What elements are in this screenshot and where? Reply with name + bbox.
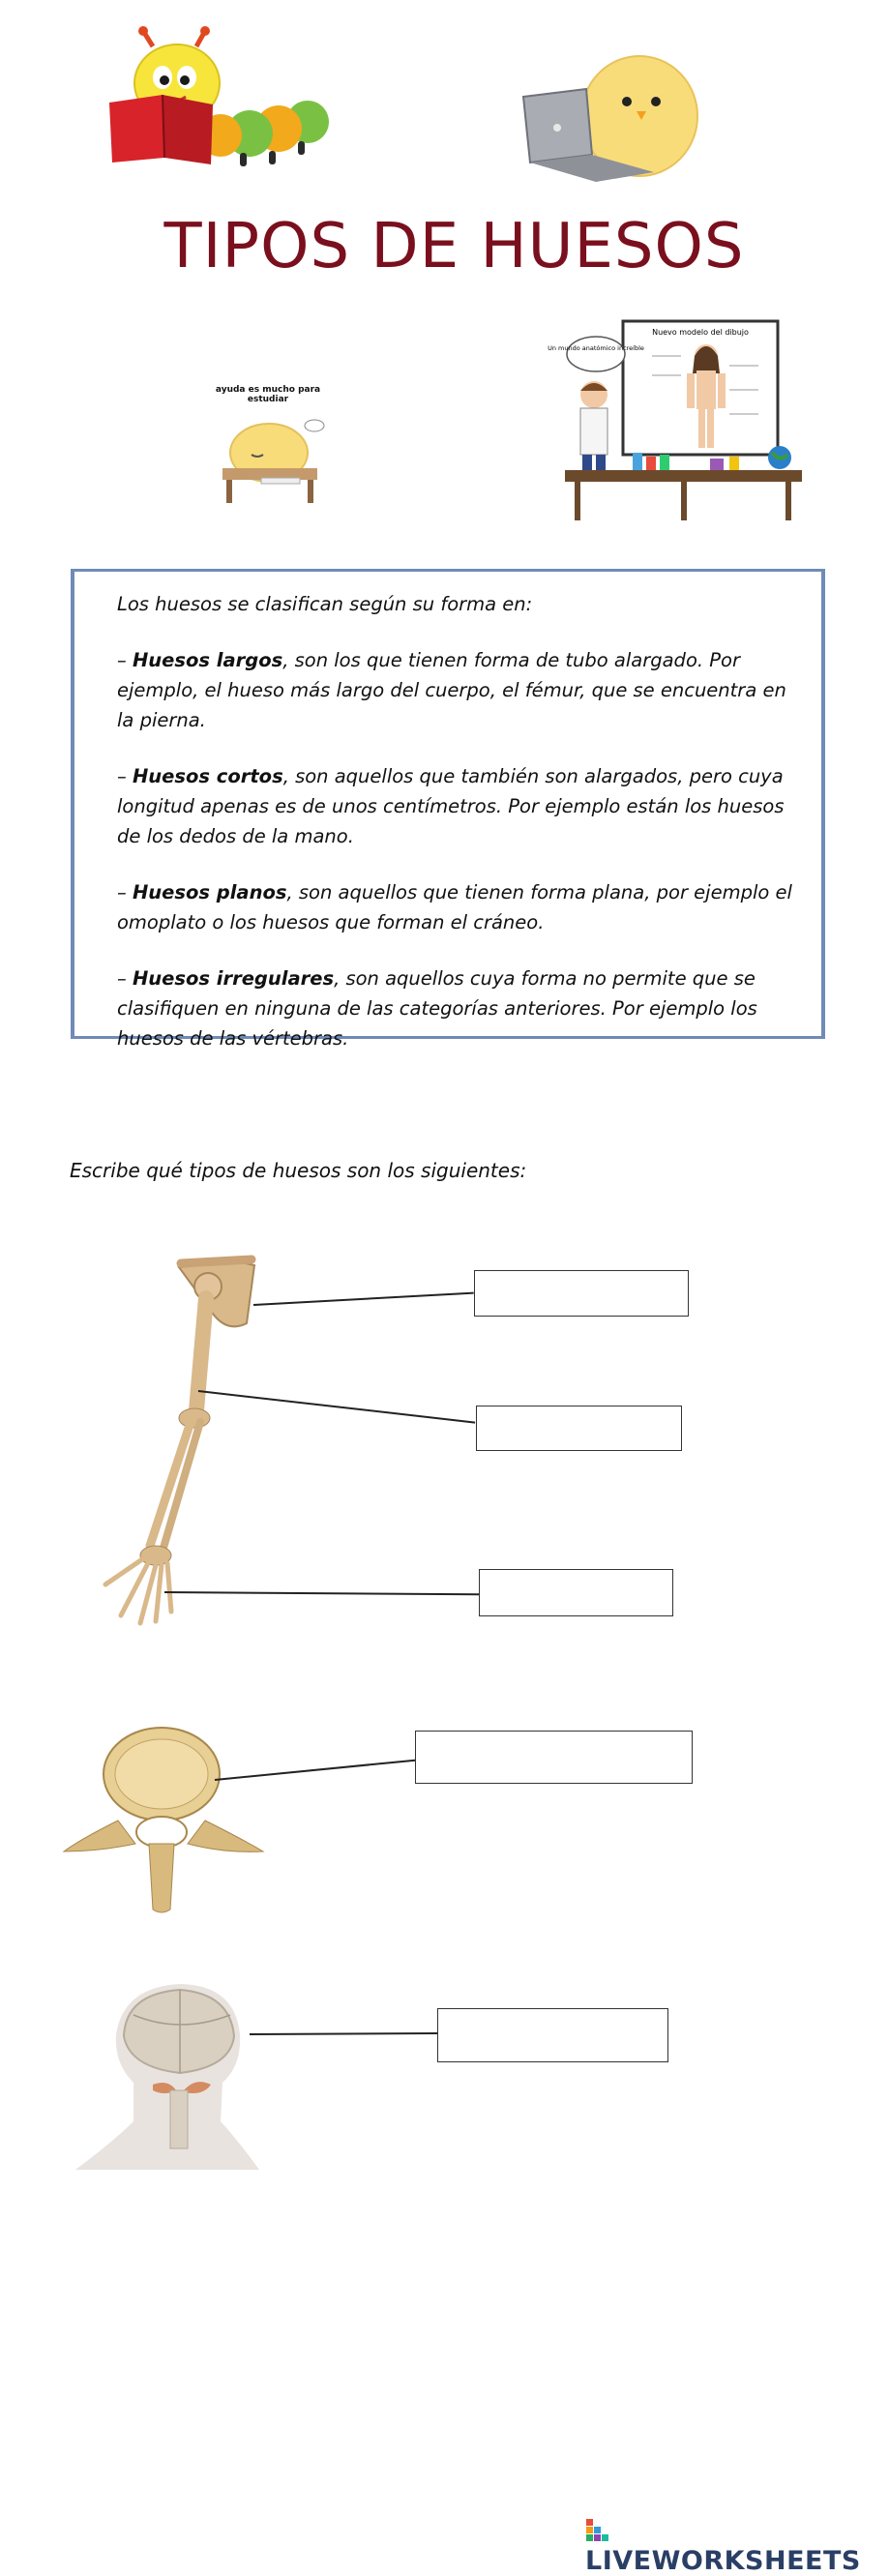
caterpillar-reading-illustration xyxy=(104,27,337,170)
answer-box-1[interactable] xyxy=(474,1270,689,1317)
info-term: Huesos planos xyxy=(132,881,287,903)
connector-line xyxy=(253,1292,474,1306)
info-item-irregulares: – Huesos irregulares, son aquellos cuya forma no permite que se clasifiquen en ninguna de las categorías anteriores. Por ejemplo los huesos de las vértebras. xyxy=(117,967,757,1050)
answer-box-2[interactable] xyxy=(476,1406,682,1451)
speech-bubble-text: Un mundo anatómico increíble xyxy=(548,344,644,352)
info-term: Huesos irregulares xyxy=(132,967,335,990)
answer-box-3[interactable] xyxy=(479,1569,673,1616)
info-item-largos: – Huesos largos, son los que tienen forma de tubo alargado. Por ejemplo, el hueso más largo del cuerpo, el fémur, que se encuentra en la pierna. xyxy=(117,649,786,731)
info-term: Huesos cortos xyxy=(132,765,283,787)
answer-box-4[interactable] xyxy=(415,1731,693,1784)
info-text: , son los que tienen forma de tubo alargado. Por ejemplo, el hueso más largo del cuerpo, el fémur, que se encuentra en la pierna. xyxy=(117,649,786,731)
sleeping-chick-illustration xyxy=(213,406,329,508)
info-item-planos: – Huesos planos, son aquellos que tienen forma plana, por ejemplo el omoplato o los huesos que forman el cráneo. xyxy=(117,881,792,933)
info-term: Huesos largos xyxy=(132,649,283,671)
chick-laptop-illustration xyxy=(519,48,702,184)
info-item-cortos: – Huesos cortos, son aquellos que también son alargados, pero cuya longitud apenas es de unos centímetros. Por ejemplo están los huesos de los dedos de la mano. xyxy=(117,765,785,847)
info-box xyxy=(71,569,825,1050)
info-intro: Los huesos se clasifican según su forma en: xyxy=(117,593,533,615)
info-text: , son aquellos cuya forma no permite que se clasifiquen en ninguna de las categorías anteriores. Por ejemplo los huesos de las vértebras. xyxy=(117,967,757,1050)
exercise-instruction: Escribe qué tipos de huesos son los siguientes: xyxy=(70,1159,527,1182)
liveworksheets-brand[interactable] xyxy=(585,2516,889,2576)
sleeping-caption: ayuda es mucho para estudiar xyxy=(215,385,321,404)
board-caption: Nuevo modelo del dibujo xyxy=(652,328,749,337)
arm-bones-illustration xyxy=(92,1256,276,1628)
skull-illustration xyxy=(75,1976,269,2170)
liveworksheets-logo-icon xyxy=(585,2517,610,2542)
info-text: , son aquellos que también son alargados, pero cuya longitud apenas es de unos centímetros. Por ejemplo están los huesos de los dedos de la mano. xyxy=(117,765,785,847)
scientist-board-illustration xyxy=(548,317,802,522)
answer-box-5[interactable] xyxy=(437,2008,668,2062)
vertebra-illustration xyxy=(60,1724,268,1917)
info-text: , son aquellos que tienen forma plana, por ejemplo el omoplato o los huesos que forman el cráneo. xyxy=(117,881,792,933)
brand-name: LIVEWORKSHEETS xyxy=(585,2546,861,2576)
connector-line xyxy=(250,2032,437,2035)
page-title: TIPOS DE HUESOS xyxy=(163,211,745,282)
